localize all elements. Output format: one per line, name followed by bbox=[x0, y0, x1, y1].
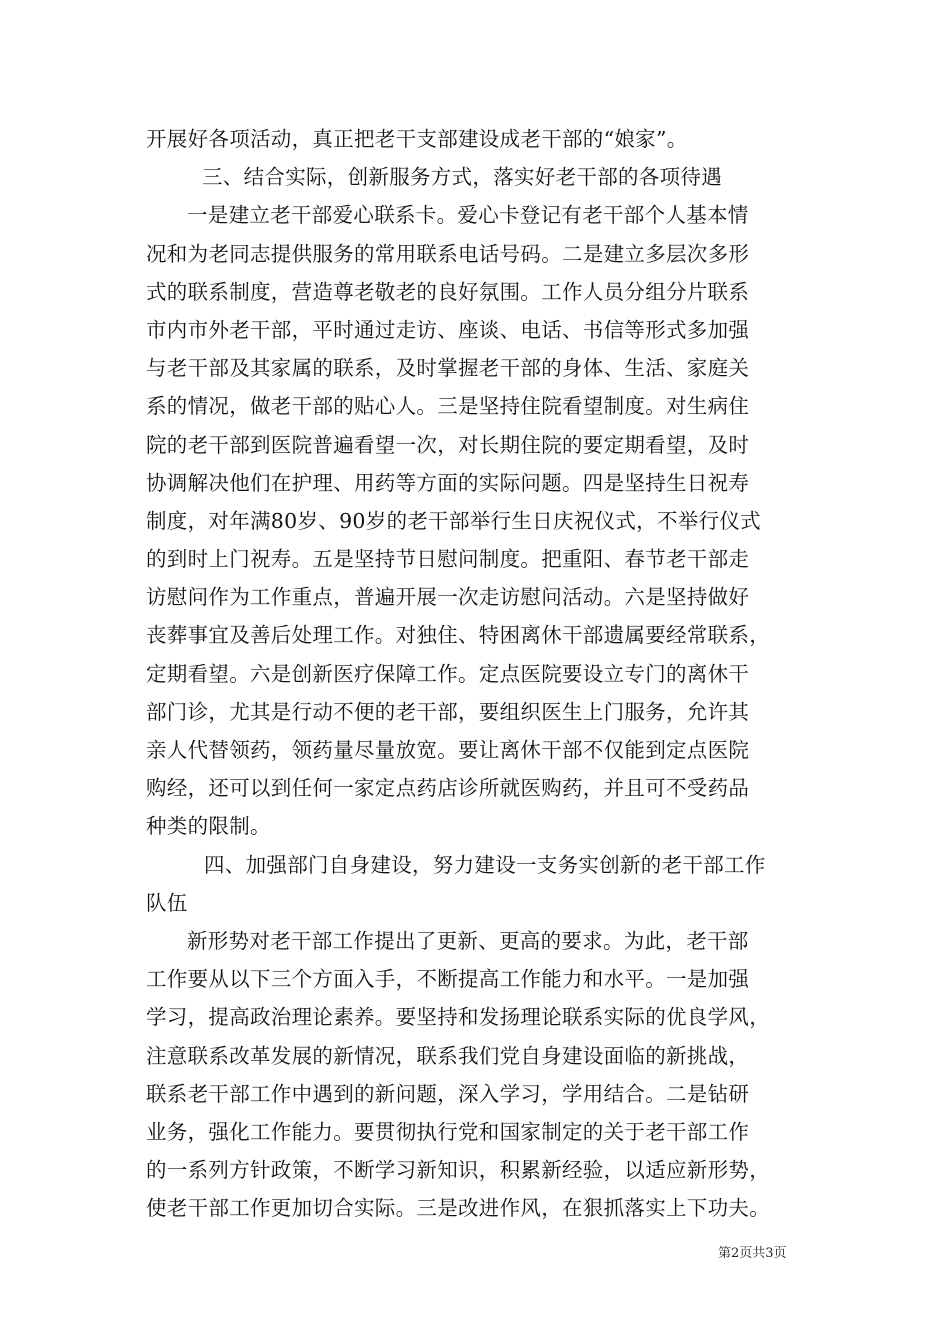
text-line: 新形势对老干部工作提出了更新、更高的要求。为此，老干部 bbox=[187, 928, 749, 953]
text-line: 亲人代替领药，领药量尽量放宽。要让离休干部不仅能到定点医院 bbox=[146, 738, 750, 762]
text-line: 工作要从以下三个方面入手，不断提高工作能力和水平。一是加强 bbox=[146, 967, 750, 992]
text-line: 购经，还可以到任何一家定点药店诊所就医购药，并且可不受药品 bbox=[146, 776, 750, 801]
text-line: 丧葬事宜及善后处理工作。对独住、特困离休干部遗属要经常联系， bbox=[146, 623, 770, 648]
text-line: 部门诊，尤其是行动不便的老干部，要组织医生上门服务，允许其 bbox=[146, 699, 750, 724]
text-line: 况和为老同志提供服务的常用联系电话号码。二是建立多层次多形 bbox=[146, 241, 750, 266]
text-line: 系的情况，做老干部的贴心人。三是坚持住院看望制度。对生病住 bbox=[146, 394, 750, 419]
text-line: 使老干部工作更加切合实际。三是改进作风，在狠抓落实上下功夫。 bbox=[146, 1196, 770, 1221]
text-line: 式的联系制度，营造尊老敬老的良好氛围。工作人员分组分片联系 bbox=[146, 279, 750, 304]
text-line: 制度，对年满80岁、90岁的老干部举行生日庆祝仪式，不举行仪式 bbox=[146, 508, 761, 533]
text-line: 与老干部及其家属的联系，及时掌握老干部的身体、生活、家庭关 bbox=[146, 356, 750, 381]
text-line: 的一系列方针政策，不断学习新知识，积累新经验，以适应新形势， bbox=[146, 1158, 770, 1183]
text-line: 联系老干部工作中遇到的新问题，深入学习，学用结合。二是钻研 bbox=[146, 1081, 750, 1106]
text-line: 注意联系改革发展的新情况，联系我们党自身建设面临的新挑战， bbox=[146, 1043, 750, 1068]
text-line: 协调解决他们在护理、用药等方面的实际问题。四是坚持生日祝寿 bbox=[146, 470, 750, 495]
text-line: 学习，提高政治理论素养。要坚持和发扬理论联系实际的优良学风， bbox=[146, 1005, 770, 1030]
text-line: 一是建立老干部爱心联系卡。爱心卡登记有老干部个人基本情 bbox=[187, 203, 749, 228]
text-line: 队伍 bbox=[146, 890, 188, 915]
text-line: 定期看望。六是创新医疗保障工作。定点医院要设立专门的离休干 bbox=[146, 661, 750, 686]
text-line: 三、结合实际，创新服务方式，落实好老干部的各项待遇 bbox=[202, 165, 722, 190]
text-line: 四、加强部门自身建设，努力建设一支务实创新的老干部工作 bbox=[204, 852, 766, 877]
text-line: 访慰问作为工作重点，普遍开展一次走访慰问活动。六是坚持做好 bbox=[146, 585, 750, 610]
page-number: 第2页共3页 bbox=[718, 1246, 787, 1261]
text-line: 院的老干部到医院普遍看望一次，对长期住院的要定期看望，及时 bbox=[146, 432, 750, 457]
text-line: 种类的限制。 bbox=[146, 814, 271, 839]
text-line: 开展好各项活动，真正把老干支部建设成老干部的“娘家”。 bbox=[146, 127, 688, 151]
text-line: 的到时上门祝寿。五是坚持节日慰问制度。把重阳、春节老干部走 bbox=[146, 547, 750, 572]
text-line: 市内市外老干部，平时通过走访、座谈、电话、书信等形式多加强 bbox=[146, 317, 750, 342]
text-line: 业务，强化工作能力。要贯彻执行党和国家制定的关于老干部工作 bbox=[146, 1119, 750, 1144]
document-body bbox=[146, 120, 826, 1227]
